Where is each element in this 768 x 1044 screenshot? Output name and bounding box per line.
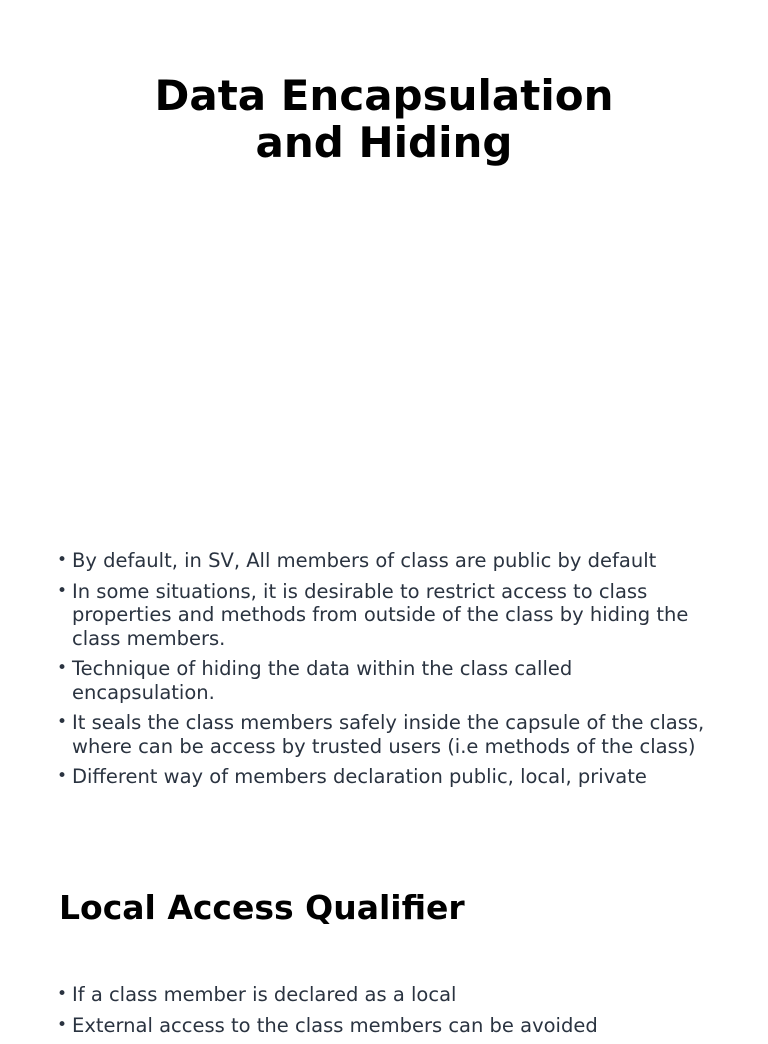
title-line-1: Data Encapsulation [154, 71, 614, 120]
list-item [57, 580, 717, 651]
bullet-icon: • [57, 658, 68, 678]
bullet-icon: • [57, 712, 68, 732]
bullet-text: In some situations, it is desirable to restrict access to class properties and methods from outside of the class by hiding the class members. [72, 579, 689, 650]
encapsulation-bullet-list [57, 549, 717, 796]
section-heading: Local Access Qualifier [59, 888, 465, 927]
list-item [57, 983, 717, 1007]
bullet-icon: • [57, 984, 68, 1004]
bullet-text: It seals the class members safely inside the capsule of the class, where can be access by trusted users (i.e methods of the class) [72, 711, 705, 758]
bullet-text: If a class member is declared as a local [72, 983, 457, 1006]
bullet-text: Different way of members declaration public, local, private [72, 765, 647, 788]
bullet-text: External access to the class members can be avoided [72, 1013, 598, 1037]
list-item [57, 765, 717, 789]
bullet-icon: • [57, 580, 68, 601]
page-title [0, 72, 768, 166]
bullet-text: Technique of hiding the data within the class called encapsulation. [72, 657, 573, 704]
list-item [57, 711, 717, 758]
bullet-icon: • [57, 550, 68, 570]
list-item [57, 657, 717, 704]
bullet-icon: • [57, 766, 68, 786]
bullet-icon: • [57, 1014, 68, 1035]
list-item [57, 1014, 717, 1038]
local-qualifier-bullet-list [57, 983, 717, 1044]
list-item [57, 549, 717, 573]
title-line-2: and Hiding [255, 118, 513, 167]
bullet-text: By default, in SV, All members of class are public by default [72, 549, 657, 572]
